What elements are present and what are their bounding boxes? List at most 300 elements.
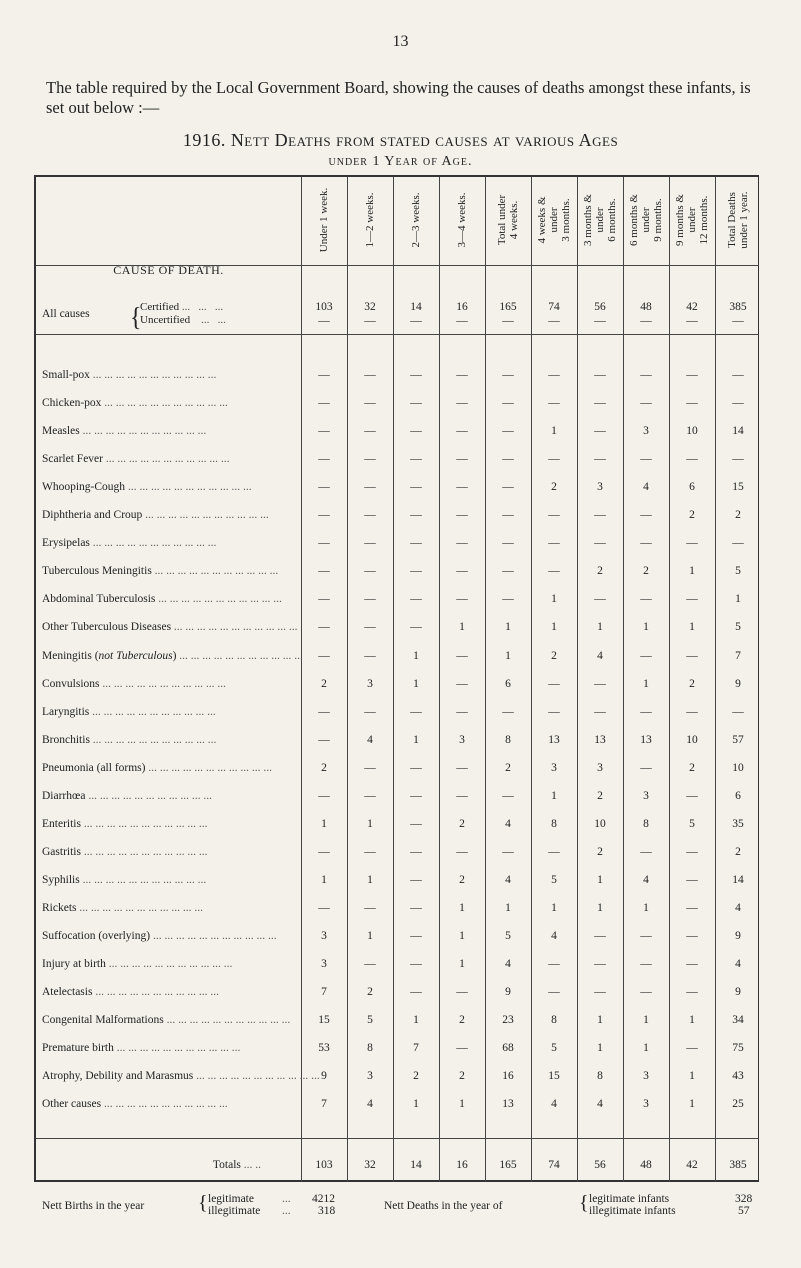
table-cell: — — [594, 509, 606, 521]
table-cell: — — [456, 315, 468, 327]
table-cell: 14 — [732, 874, 744, 886]
table-cell: 1 — [459, 902, 465, 914]
column-header-line: 3 months. — [560, 198, 572, 242]
table-cell: — — [640, 593, 652, 605]
table-cell: 1 — [321, 874, 327, 886]
column-header-line: 4 weeks. — [508, 200, 520, 240]
table-cell: — — [594, 369, 606, 381]
illegit-deaths: 57 — [738, 1205, 750, 1217]
column-header — [715, 177, 761, 263]
table-cell: — — [594, 593, 606, 605]
table-cell: — — [410, 397, 422, 409]
column-header-line: 6 months & — [628, 194, 640, 246]
table-cell: — — [364, 846, 376, 858]
table-row — [36, 1070, 759, 1088]
table-row — [36, 650, 759, 668]
table-cell: — — [594, 706, 606, 718]
table-cell: 9 — [321, 1070, 327, 1082]
table-row — [36, 425, 759, 443]
cause-label: Small-pox ... ... ... ... ... ... ... ... ... ... ... — [42, 369, 217, 381]
table-row — [36, 874, 759, 892]
table-cell: 25 — [732, 1098, 744, 1110]
table-cell: 103 — [315, 1159, 333, 1171]
cause-text: Injury at birth — [42, 958, 106, 970]
table-cell: 1 — [689, 1070, 695, 1082]
column-header-line: 1—2 weeks. — [364, 192, 376, 248]
column-header — [669, 177, 715, 263]
row-divider — [36, 265, 759, 266]
table-cell: — — [318, 790, 330, 802]
table-cell: — — [318, 846, 330, 858]
table-cell: — — [410, 621, 422, 633]
table-cell: 3 — [321, 958, 327, 970]
table-cell: — — [364, 565, 376, 577]
table-cell: — — [410, 706, 422, 718]
cause-text: Diarrhœa — [42, 790, 86, 802]
table-cell: — — [456, 565, 468, 577]
table-cell: 385 — [729, 1159, 747, 1171]
table-cell: 2 — [459, 818, 465, 830]
cause-label: Gastritis ... ... ... ... ... ... ... ... ... ... ... — [42, 846, 208, 858]
table-row — [36, 369, 759, 387]
table-cell: — — [594, 397, 606, 409]
table-cell: — — [502, 481, 514, 493]
table-cell: — — [548, 315, 560, 327]
table-cell: 1 — [643, 1014, 649, 1026]
table-cell: — — [364, 453, 376, 465]
cause-text: Atrophy, Debility and Marasmus — [42, 1070, 194, 1082]
table-cell: — — [686, 930, 698, 942]
table-cell: — — [456, 846, 468, 858]
table-cell: 32 — [364, 1159, 376, 1171]
table-cell: 14 — [732, 425, 744, 437]
table-cell: 2 — [689, 678, 695, 690]
table-cell: 165 — [499, 1159, 517, 1171]
table-cell: 4 — [643, 481, 649, 493]
table-cell: — — [318, 650, 330, 662]
table-cell: — — [594, 986, 606, 998]
totals-row — [36, 1159, 759, 1177]
table-cell: — — [364, 509, 376, 521]
column-header — [439, 177, 485, 263]
table-cell: 5 — [551, 874, 557, 886]
cause-text: Diphtheria and Croup — [42, 509, 143, 521]
table-cell: 13 — [594, 734, 606, 746]
table-cell: — — [686, 315, 698, 327]
cause-label: Atelectasis ... ... ... ... ... ... ... ... ... ... ... — [42, 986, 219, 998]
table-cell: — — [318, 369, 330, 381]
cause-text: Enteritis — [42, 818, 81, 830]
table-cell: 15 — [548, 1070, 560, 1082]
table-cell: — — [364, 481, 376, 493]
table-cell: — — [732, 537, 744, 549]
table-cell: 42 — [686, 1159, 698, 1171]
table-cell: 1 — [505, 902, 511, 914]
table-cell: — — [410, 930, 422, 942]
table-cell: 4 — [505, 874, 511, 886]
table-row — [36, 818, 759, 836]
table-cell: — — [456, 986, 468, 998]
table-cell: 1 — [643, 902, 649, 914]
illegit-births: 318 — [318, 1205, 336, 1217]
cause-label: Convulsions ... ... ... ... ... ... ... ... ... ... ... — [42, 678, 227, 690]
table-cell: — — [410, 986, 422, 998]
table-cell: 4 — [367, 734, 373, 746]
footer-brace-2: { — [579, 1192, 589, 1214]
table-cell: 3 — [643, 1070, 649, 1082]
table-cell: 1 — [643, 621, 649, 633]
table-cell: — — [640, 397, 652, 409]
table-cell: — — [410, 481, 422, 493]
table-cell: 1 — [597, 1042, 603, 1054]
table-cell: — — [548, 397, 560, 409]
table-cell: — — [364, 315, 376, 327]
table-cell: — — [364, 621, 376, 633]
column-header-line: 6 months. — [606, 198, 618, 242]
table-row — [36, 397, 759, 415]
table-cell: 1 — [597, 902, 603, 914]
column-header-line: 3 months & — [582, 194, 594, 246]
cause-label: Meningitis (not Tuberculous) ... ... ... ... ... ... ... ... ... ... ... — [42, 650, 303, 662]
table-cell: 32 — [364, 301, 376, 313]
table-cell: — — [686, 790, 698, 802]
table-cell: — — [640, 509, 652, 521]
cause-label: Injury at birth ... ... ... ... ... ... ... ... ... ... ... — [42, 958, 233, 970]
table-cell: — — [594, 958, 606, 970]
table-cell: 1 — [413, 1098, 419, 1110]
table-cell: — — [318, 593, 330, 605]
table-cell: 1 — [551, 593, 557, 605]
table-cell: — — [502, 565, 514, 577]
table-cell: — — [364, 593, 376, 605]
page-number: 13 — [392, 33, 409, 50]
table-cell: 8 — [597, 1070, 603, 1082]
table-cell: 5 — [505, 930, 511, 942]
table-cell: 1 — [321, 818, 327, 830]
table-cell: — — [686, 397, 698, 409]
table-subtitle: under 1 Year of Age. — [328, 154, 473, 169]
table-cell: 2 — [551, 650, 557, 662]
table-row — [36, 453, 759, 471]
table-cell: 13 — [502, 1098, 514, 1110]
table-cell: 3 — [367, 1070, 373, 1082]
table-cell: 1 — [505, 621, 511, 633]
table-cell: 165 — [499, 301, 517, 313]
table-row — [36, 1042, 759, 1060]
table-cell: 4 — [597, 1098, 603, 1110]
table-cell: 5 — [551, 1042, 557, 1054]
legit-births: 4212 — [312, 1193, 335, 1205]
table-cell: — — [732, 706, 744, 718]
table-cell: — — [318, 509, 330, 521]
table-cell: 4 — [505, 818, 511, 830]
table-cell: — — [364, 537, 376, 549]
table-cell: 385 — [729, 301, 747, 313]
table-cell: 8 — [551, 818, 557, 830]
table-cell: — — [548, 565, 560, 577]
table-cell: — — [686, 958, 698, 970]
table-cell: 48 — [640, 301, 652, 313]
table-cell: 1 — [597, 1014, 603, 1026]
table-cell: 2 — [321, 762, 327, 774]
table-cell: — — [318, 425, 330, 437]
table-cell: — — [502, 397, 514, 409]
table-cell: 1 — [367, 930, 373, 942]
table-cell: — — [318, 902, 330, 914]
table-cell: 15 — [318, 1014, 330, 1026]
table-cell: — — [686, 846, 698, 858]
table-cell: 2 — [597, 846, 603, 858]
table-cell: — — [410, 537, 422, 549]
table-cell: 1 — [643, 1042, 649, 1054]
cause-text: Convulsions — [42, 678, 100, 690]
column-header-line: Under 1 week. — [318, 187, 330, 253]
intro-paragraph: The table required by the Local Government Board, showing the causes of deaths amongst these infants, is set out below :— — [46, 78, 751, 117]
table-cell: — — [548, 846, 560, 858]
table-row — [36, 846, 759, 864]
table-cell: — — [640, 762, 652, 774]
cause-label: Premature birth ... ... ... ... ... ... ... ... ... ... ... — [42, 1042, 241, 1054]
table-cell: 9 — [735, 986, 741, 998]
table-cell: 1 — [551, 902, 557, 914]
cause-label: Diphtheria and Croup ... ... ... ... ... ... ... ... ... ... ... — [42, 509, 269, 521]
table-cell: 7 — [321, 986, 327, 998]
table-cell: — — [364, 369, 376, 381]
table-cell: — — [502, 706, 514, 718]
table-row — [36, 509, 759, 527]
cause-text: Atelectasis — [42, 986, 93, 998]
table-cell: 13 — [640, 734, 652, 746]
table-cell: — — [364, 650, 376, 662]
table-cell: 2 — [459, 1070, 465, 1082]
table-cell: 1 — [551, 621, 557, 633]
table-cell: 56 — [594, 301, 606, 313]
table-cell: 9 — [735, 678, 741, 690]
cause-text: Whooping-Cough — [42, 481, 126, 493]
column-header-line: Total under — [496, 194, 508, 246]
table-cell: — — [686, 369, 698, 381]
cause-label: Diarrhœa ... ... ... ... ... ... ... ... ... ... ... — [42, 790, 212, 802]
cause-label: Suffocation (overlying) ... ... ... ... ... ... ... ... ... ... ... — [42, 930, 277, 942]
table-cell: — — [548, 706, 560, 718]
table-cell: 4 — [551, 930, 557, 942]
table-cell: 1 — [689, 565, 695, 577]
all-causes-uncertified-row — [36, 315, 759, 333]
table-cell: 3 — [321, 930, 327, 942]
table-cell: — — [456, 1042, 468, 1054]
column-header-line: 9 months & — [674, 194, 686, 246]
cause-text: Pneumonia (all forms) — [42, 762, 146, 774]
column-header — [623, 177, 669, 263]
table-cell: 2 — [643, 565, 649, 577]
table-cell: — — [410, 762, 422, 774]
table-cell: — — [594, 453, 606, 465]
table-cell: — — [456, 481, 468, 493]
table-cell: 7 — [413, 1042, 419, 1054]
table-cell: 1 — [413, 734, 419, 746]
table-cell: — — [502, 790, 514, 802]
table-cell: 34 — [732, 1014, 744, 1026]
table-cell: 8 — [551, 1014, 557, 1026]
certified-label: Certified ... ... ... — [140, 301, 224, 313]
row-divider — [36, 1138, 759, 1139]
table-cell: — — [640, 537, 652, 549]
table-cell: — — [502, 537, 514, 549]
table-cell: — — [410, 565, 422, 577]
table-row — [36, 537, 759, 555]
table-cell: — — [686, 453, 698, 465]
table-cell: — — [640, 315, 652, 327]
table-cell: — — [318, 706, 330, 718]
table-cell: — — [548, 453, 560, 465]
column-header-line: 2—3 weeks. — [410, 192, 422, 248]
table-cell: — — [502, 453, 514, 465]
cause-label: Erysipelas ... ... ... ... ... ... ... ... ... ... ... — [42, 537, 217, 549]
table-cell: 8 — [505, 734, 511, 746]
uncertified-label: Uncertified ... ... — [140, 314, 226, 326]
table-cell: — — [456, 650, 468, 662]
table-cell: 2 — [551, 481, 557, 493]
table-cell: 74 — [548, 1159, 560, 1171]
illegit-deaths-label: illegitimate infants — [589, 1205, 676, 1217]
table-cell: 1 — [735, 593, 741, 605]
table-cell: — — [410, 315, 422, 327]
table-cell: — — [686, 874, 698, 886]
table-cell: 14 — [410, 301, 422, 313]
table-cell: 4 — [551, 1098, 557, 1110]
table-row — [36, 678, 759, 696]
table-cell: — — [318, 565, 330, 577]
table-cell: — — [686, 593, 698, 605]
column-header — [485, 177, 531, 263]
table-cell: — — [732, 453, 744, 465]
cause-text: Meningitis (not Tuberculous) — [42, 650, 177, 662]
cause-label: Atrophy, Debility and Marasmus ... ... ... ... ... ... ... ... ... ... ... — [42, 1070, 320, 1082]
table-cell: 2 — [321, 678, 327, 690]
cause-text: Tuberculous Meningitis — [42, 565, 152, 577]
table-cell: 6 — [505, 678, 511, 690]
table-cell: 3 — [643, 790, 649, 802]
all-causes-label: All causes — [42, 308, 90, 320]
column-header-line: 4 weeks & — [536, 196, 548, 244]
table-cell: 4 — [367, 1098, 373, 1110]
table-cell: — — [318, 315, 330, 327]
table-cell: 7 — [735, 650, 741, 662]
table-cell: — — [410, 874, 422, 886]
table-cell: 1 — [551, 425, 557, 437]
table-row — [36, 565, 759, 583]
table-cell: 8 — [367, 1042, 373, 1054]
totals-label: Totals ... .. — [212, 1159, 261, 1171]
table-cell: — — [364, 958, 376, 970]
table-cell: — — [732, 369, 744, 381]
footer-brace-1: { — [198, 1192, 208, 1214]
table-cell: — — [640, 986, 652, 998]
table-cell: — — [318, 453, 330, 465]
table-cell: 1 — [367, 818, 373, 830]
table-cell: 2 — [505, 762, 511, 774]
title-text: Nett Deaths from stated causes at various Ages — [230, 130, 619, 150]
table-cell: — — [456, 706, 468, 718]
table-cell: — — [548, 509, 560, 521]
table-cell: 53 — [318, 1042, 330, 1054]
table-row — [36, 621, 759, 639]
table-cell: — — [456, 509, 468, 521]
cause-label: Chicken-pox ... ... ... ... ... ... ... ... ... ... ... — [42, 397, 228, 409]
table-cell: — — [318, 481, 330, 493]
table-cell: 2 — [459, 1014, 465, 1026]
cause-label: Congenital Malformations ... ... ... ... ... ... ... ... ... ... ... — [42, 1014, 291, 1026]
table-cell: 10 — [732, 762, 744, 774]
cause-text: Abdominal Tuberculosis — [42, 593, 156, 605]
table-cell: — — [686, 537, 698, 549]
table-cell: — — [594, 678, 606, 690]
column-header — [577, 177, 623, 263]
table-cell: 10 — [594, 818, 606, 830]
table-cell: — — [410, 593, 422, 605]
legit-births-label: legitimate — [208, 1193, 254, 1205]
table-cell: — — [410, 818, 422, 830]
table-cell: — — [640, 846, 652, 858]
cause-text: Suffocation (overlying) — [42, 930, 151, 942]
table-cell: 16 — [456, 1159, 468, 1171]
legit-deaths: 328 — [735, 1193, 753, 1205]
table-cell: 2 — [689, 762, 695, 774]
table-cell: 1 — [459, 1098, 465, 1110]
table-cell: — — [502, 369, 514, 381]
cause-label: Rickets ... ... ... ... ... ... ... ... ... ... ... — [42, 902, 203, 914]
table-cell: — — [456, 678, 468, 690]
table-cell: 5 — [735, 621, 741, 633]
table-cell: — — [594, 537, 606, 549]
table-cell: 3 — [643, 1098, 649, 1110]
cause-text: Gastritis — [42, 846, 81, 858]
table-cell: — — [364, 706, 376, 718]
nett-deaths-label: Nett Deaths in the year of — [384, 1200, 503, 1212]
table-cell: 1 — [459, 958, 465, 970]
table-cell: 1 — [597, 874, 603, 886]
table-cell: — — [410, 425, 422, 437]
table-row — [36, 593, 759, 611]
table-cell: — — [456, 537, 468, 549]
cause-text: Other causes — [42, 1098, 102, 1110]
table-cell: 14 — [410, 1159, 422, 1171]
table-cell: 1 — [413, 678, 419, 690]
table-cell: 1 — [413, 650, 419, 662]
table-cell: — — [364, 790, 376, 802]
cause-label: Scarlet Fever ... ... ... ... ... ... ... ... ... ... ... — [42, 453, 230, 465]
column-header — [301, 177, 347, 263]
table-cell: — — [686, 650, 698, 662]
table-cell: 1 — [367, 874, 373, 886]
table-row — [36, 790, 759, 808]
table-cell: 7 — [321, 1098, 327, 1110]
table-cell: — — [594, 315, 606, 327]
table-row — [36, 958, 759, 976]
cause-label: Enteritis ... ... ... ... ... ... ... ... ... ... ... — [42, 818, 208, 830]
table-cell: — — [548, 678, 560, 690]
table-cell: — — [502, 425, 514, 437]
table-row — [36, 481, 759, 499]
table-cell: — — [318, 397, 330, 409]
table-cell: 9 — [505, 986, 511, 998]
table-cell: — — [594, 930, 606, 942]
column-header-line: Total Deaths — [726, 192, 738, 248]
table-cell: 16 — [456, 301, 468, 313]
cause-text: Measles — [42, 425, 80, 437]
cause-of-death-header: CAUSE OF DEATH. — [113, 263, 224, 277]
table-cell: — — [548, 369, 560, 381]
